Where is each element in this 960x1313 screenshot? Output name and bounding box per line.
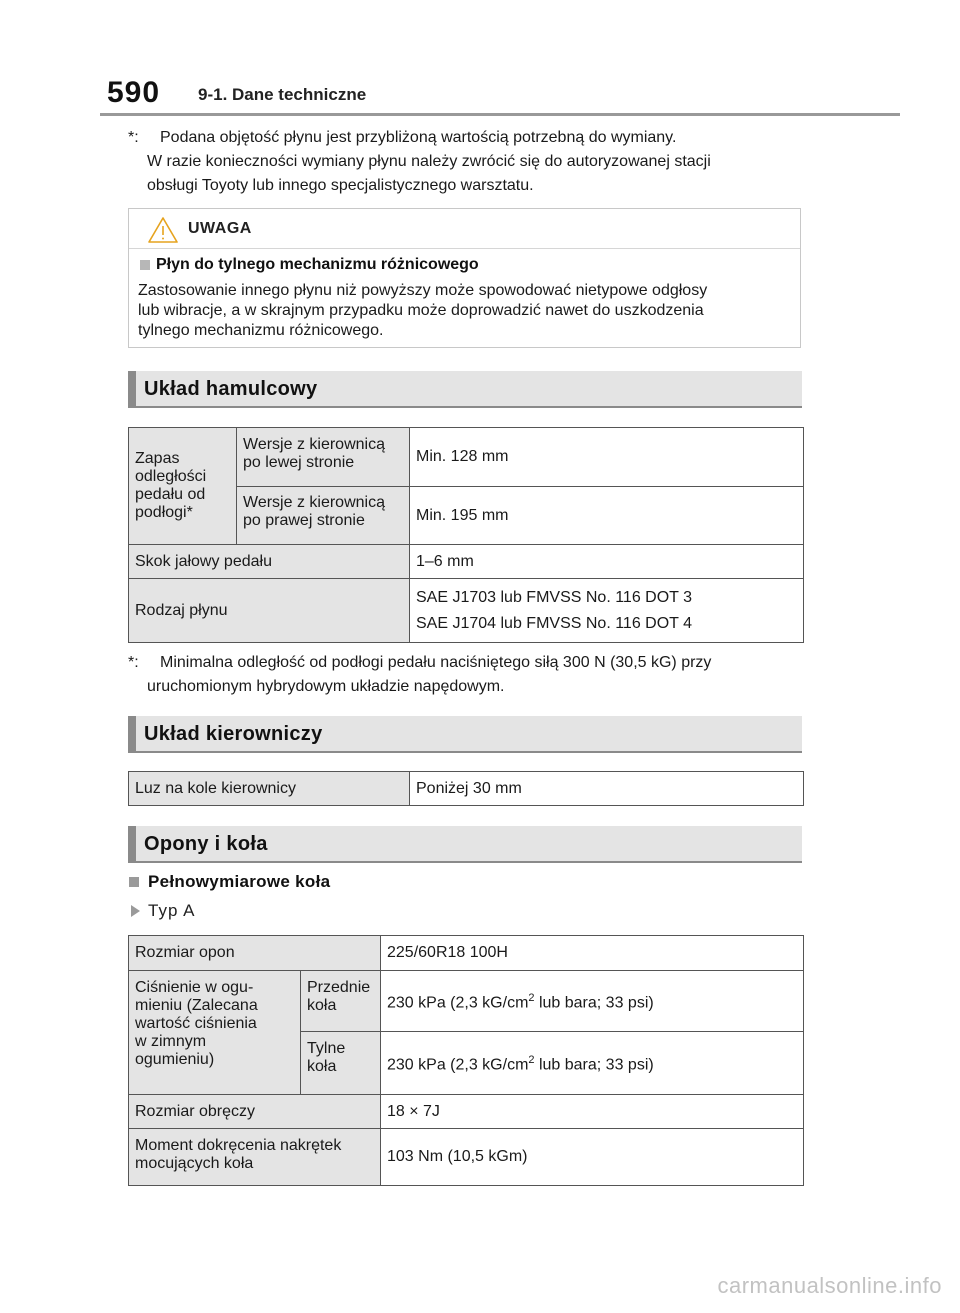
- lhd-value: Min. 128 mm: [410, 428, 804, 487]
- steering-table: [128, 771, 804, 806]
- section-title-bar: [128, 826, 802, 863]
- torque-value: 103 Nm (10,5 kGm): [381, 1129, 804, 1186]
- table-row: [129, 545, 804, 579]
- section-header: 9-1. Dane techniczne: [198, 85, 367, 104]
- brakes-footnote: [128, 651, 828, 699]
- front-pressure-value: 230 kPa (2,3 $kG/cm^2$ lub bara; 33 psi): [381, 971, 804, 1032]
- table-row: [129, 1129, 804, 1186]
- table-row: [129, 428, 804, 487]
- rim-size-value: 18 × 7J: [381, 1095, 804, 1129]
- section-title-bar: [128, 371, 802, 408]
- pressure-label: Ciśnienie w ogu- mieniu (Zalecana wartość ciśnienia w zimnym ogumieniu): [129, 971, 301, 1095]
- table-row: [129, 1095, 804, 1129]
- bullet-square-icon: [140, 260, 150, 270]
- footnote-line: Podana objętość płynu jest przybliżoną wartością potrzebną do wymiany.: [160, 129, 677, 146]
- fluid-value-line: SAE J1703 lub FMVSS No. 116 DOT 3: [416, 588, 692, 606]
- free-play-value: 1–6 mm: [410, 545, 804, 579]
- footnote-line: uruchomionym hybrydowym układzie napędowym.: [147, 678, 505, 695]
- page-number: 590: [107, 76, 161, 109]
- lhd-label: Wersje z kierownicą po lewej stronie: [237, 428, 410, 487]
- free-play-label: Skok jałowy pedału: [129, 545, 410, 579]
- tire-size-value: 225/60R18 100H: [381, 936, 804, 971]
- warning-title: UWAGA: [188, 220, 252, 237]
- full-size-wheels-heading: Pełnowymiarowe koła: [148, 872, 331, 891]
- type-label: Typ A: [148, 901, 196, 920]
- footnote-line: obsługi Toyoty lub innego specjalistycznego warsztatu.: [147, 177, 534, 194]
- section-accent: [128, 716, 136, 751]
- section-title-tires: Opony i koła: [144, 833, 268, 855]
- watermark: carmanualsonline.info: [717, 1273, 942, 1298]
- table-row: [129, 579, 804, 643]
- fluid-label: Rodzaj płynu: [129, 579, 410, 643]
- rear-wheels-label: Tylne koła: [301, 1032, 381, 1095]
- section-title-bar: [128, 716, 802, 753]
- table-row: [129, 772, 804, 806]
- footnote-marker: *:: [128, 129, 139, 146]
- footnote-line: Minimalna odległość od podłogi pedału naciśniętego siłą 300 N (30,5 kG) przy: [160, 654, 712, 671]
- top-footnote: [128, 126, 828, 196]
- warning-triangle-icon: [148, 217, 178, 243]
- steering-play-value: Poniżej 30 mm: [410, 772, 804, 806]
- rhd-label: Wersje z kierownicą po prawej stronie: [237, 487, 410, 545]
- table-row: [129, 936, 804, 971]
- footnote-marker: *:: [128, 654, 139, 671]
- warning-box: [128, 208, 801, 348]
- steering-play-label: Luz na kole kierownicy: [129, 772, 410, 806]
- fluid-value-line: SAE J1704 lub FMVSS No. 116 DOT 4: [416, 614, 692, 632]
- section-accent: [128, 826, 136, 861]
- rear-pressure-value: 230 kPa (2,3 $kG/cm^2$ lub bara; 33 psi): [381, 1032, 804, 1095]
- warning-subtitle: Płyn do tylnego mechanizmu różnicowego: [156, 256, 479, 273]
- rhd-value: Min. 195 mm: [410, 487, 804, 545]
- brakes-table: [128, 427, 804, 643]
- warning-body: [138, 281, 798, 341]
- tire-size-label: Rozmiar opon: [129, 936, 381, 971]
- section-accent: [128, 371, 136, 406]
- footnote-line: W razie konieczności wymiany płynu należy zwrócić się do autoryzowanej stacji: [147, 153, 711, 170]
- fluid-value: [410, 579, 804, 643]
- torque-label: Moment dokręcenia nakrętek mocujących koła: [129, 1129, 381, 1186]
- rim-size-label: Rozmiar obręczy: [129, 1095, 381, 1129]
- pedal-reserve-label: Zapas odległości pedału od podłogi*: [129, 428, 237, 545]
- section-title-steering: Układ kierowniczy: [144, 723, 323, 745]
- arrow-right-icon: [131, 905, 140, 917]
- warning-line: tylnego mechanizmu różnicowego.: [138, 322, 384, 339]
- section-title-brakes: Układ hamulcowy: [144, 378, 318, 400]
- table-row: [129, 971, 804, 1032]
- warning-line: lub wibracje, a w skrajnym przypadku może doprowadzić nawet do uszkodzenia: [138, 302, 704, 319]
- warning-line: Zastosowanie innego płynu niż powyższy może spowodować nietypowe odgłosy: [138, 282, 708, 299]
- tires-table: [128, 935, 804, 1186]
- header-rule: [100, 113, 900, 116]
- bullet-square-icon: [129, 877, 139, 887]
- warning-header: [129, 209, 800, 249]
- front-wheels-label: Przednie koła: [301, 971, 381, 1032]
